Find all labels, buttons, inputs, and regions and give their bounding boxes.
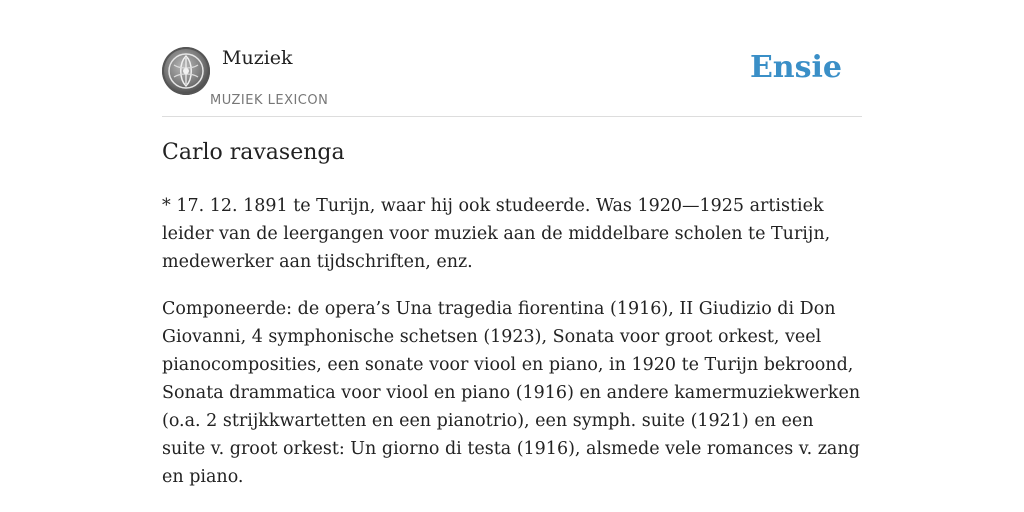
entry-body [162,192,862,510]
entry-paragraph: * 17. 12. 1891 te Turijn, waar hij ook studeerde. Was 1920—1925 artistiek leider van de leergangen voor muziek aan de middelbare scholen te Turijn, medewerker aan tijdschriften, enz. [162,196,831,272]
brand-logo-link[interactable]: Ensie [749,50,842,85]
entry-card [162,0,862,512]
book-title[interactable]: Muziek [222,47,293,69]
music-emblem-icon[interactable] [162,47,210,95]
entry-title: Carlo ravasenga [162,140,345,165]
entry-paragraph: Componeerde: de opera’s Una tragedia fiorentina (1916), II Giudizio di Don Giovanni, 4 symphonische schetsen (1923), Sonata voor groot orkest, veel pianocomposities, een sonate voor viool en piano, in 1920 te Turijn bekroond, Sonata drammatica voor viool en piano (1916) en andere kamermuziekwerken (o.a. 2 strijkkwartetten en een pianotrio), een symph. suite (1921) en een suite v. groot orkest: Un giorno di testa (1916), alsmede vele romances v. zang en piano. [162,299,861,487]
music-emblem-graphic [162,47,210,95]
book-subtitle: MUZIEK LEXICON [210,93,329,108]
header [162,0,862,117]
